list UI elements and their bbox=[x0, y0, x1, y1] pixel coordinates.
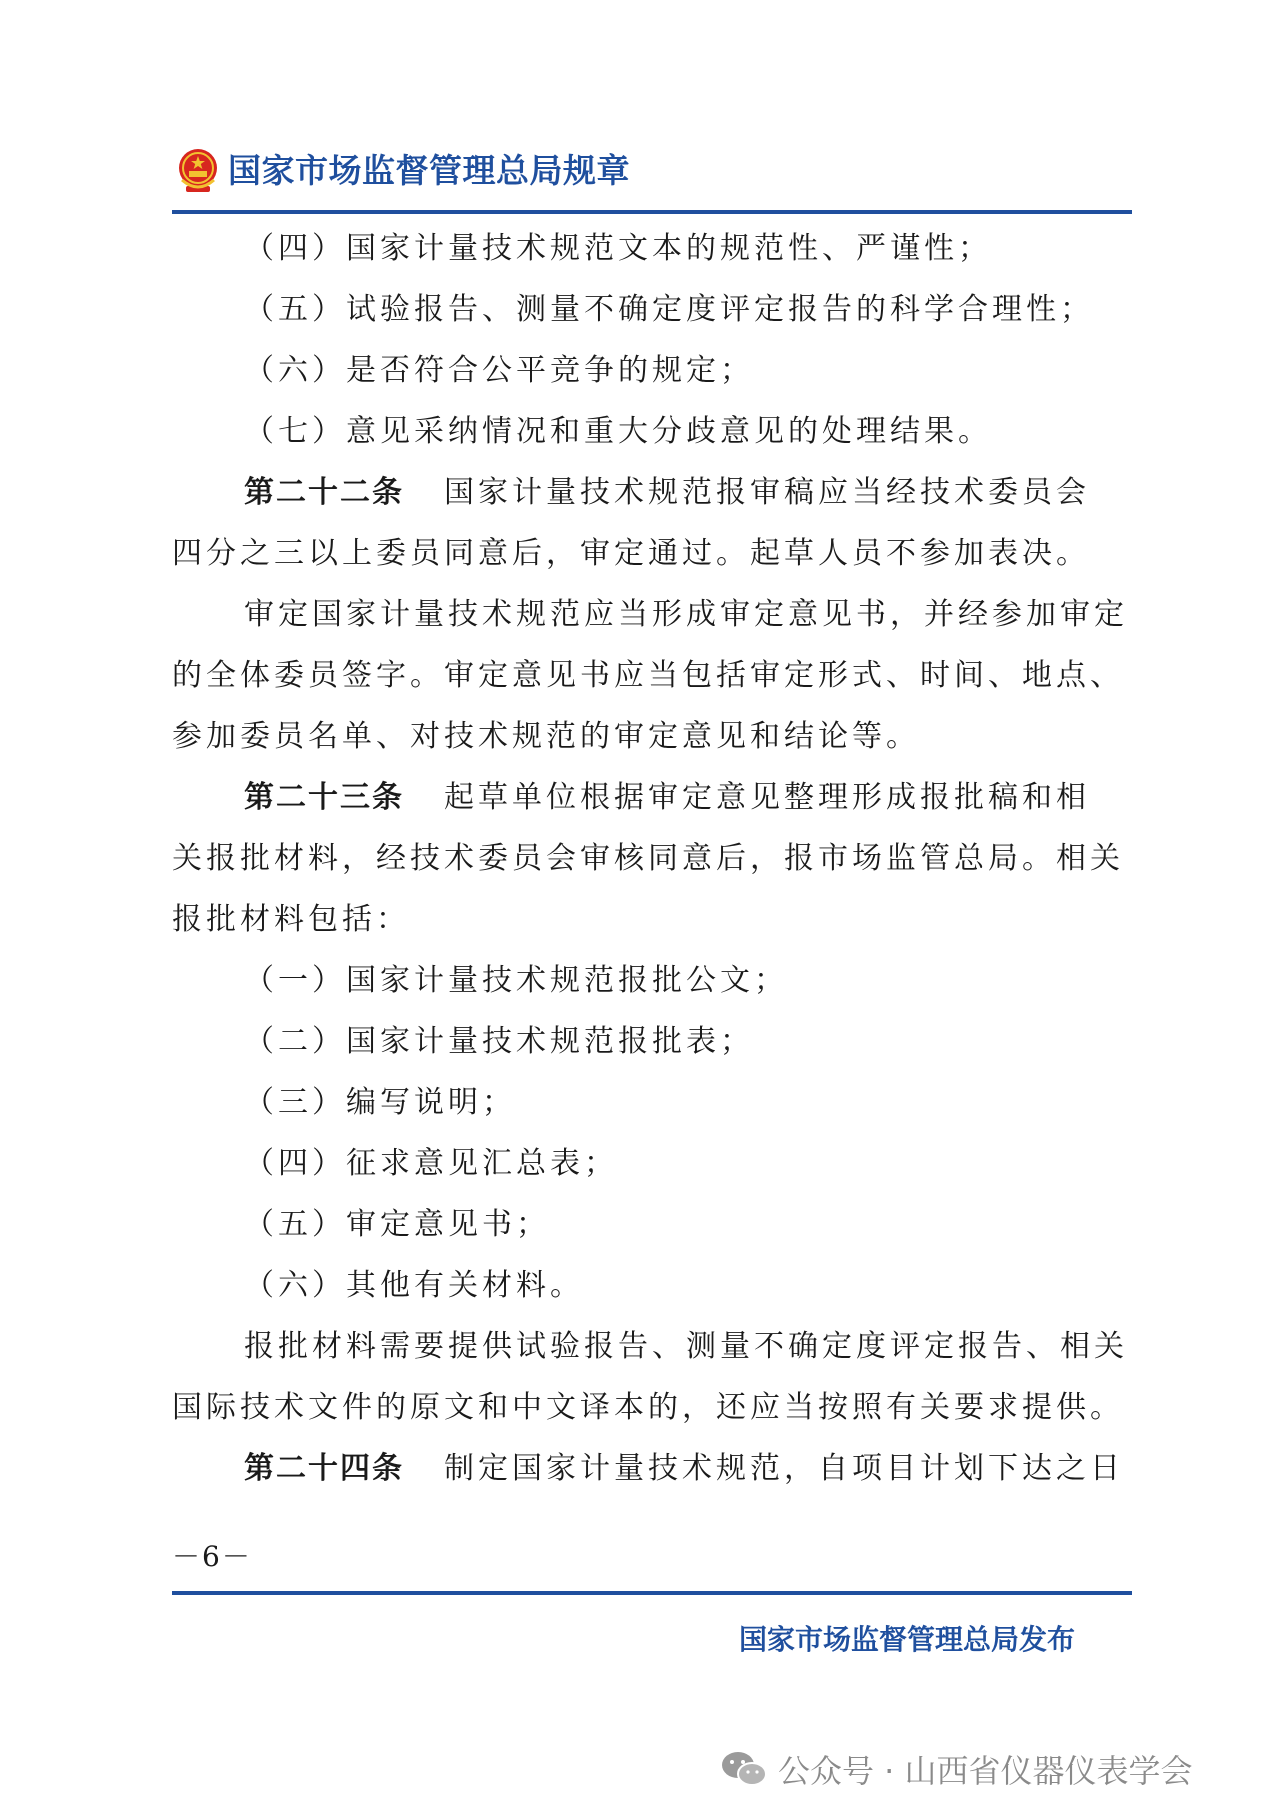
list-item: （一）国家计量技术规范报批公文； bbox=[244, 963, 788, 998]
list-item: （六）是否符合公平竞争的规定； bbox=[244, 353, 754, 388]
article-heading: 第二十二条 bbox=[244, 475, 404, 510]
header-divider bbox=[172, 210, 1132, 214]
paragraph-line: 报批材料需要提供试验报告、测量不确定度评定报告、相关 bbox=[244, 1329, 1128, 1364]
paragraph-line: 国际技术文件的原文和中文译本的，还应当按照有关要求提供。 bbox=[172, 1390, 1124, 1425]
article-text: 国家计量技术规范报审稿应当经技术委员会 bbox=[444, 475, 1090, 510]
list-item: （三）编写说明； bbox=[244, 1085, 516, 1120]
footer-publisher: 国家市场监督管理总局发布 bbox=[738, 1623, 1075, 1656]
paragraph-line: 四分之三以上委员同意后，审定通过。起草人员不参加表决。 bbox=[172, 536, 1090, 571]
paragraph-line: 关报批材料，经技术委员会审核同意后，报市场监管总局。相关 bbox=[172, 841, 1124, 876]
article-23-paragraph bbox=[172, 767, 1132, 828]
footer-divider bbox=[172, 1591, 1132, 1595]
list-item: （五）审定意见书； bbox=[244, 1207, 550, 1242]
list-item: （四）国家计量技术规范文本的规范性、严谨性； bbox=[244, 231, 992, 266]
watermark-text: 公众号 · 山西省仪器仪表学会 bbox=[778, 1752, 1193, 1790]
paragraph-line: 审定国家计量技术规范应当形成审定意见书，并经参加审定 bbox=[244, 597, 1128, 632]
article-heading: 第二十四条 bbox=[244, 1451, 404, 1486]
document-body bbox=[172, 218, 1132, 1499]
article-text: 起草单位根据审定意见整理形成报批稿和相 bbox=[444, 780, 1090, 815]
list-item: （二）国家计量技术规范报批表； bbox=[244, 1024, 754, 1059]
wechat-icon bbox=[720, 1749, 768, 1789]
paragraph-line: 报批材料包括： bbox=[172, 902, 410, 937]
national-emblem-icon bbox=[176, 148, 220, 194]
article-heading: 第二十三条 bbox=[244, 780, 404, 815]
list-item: （五）试验报告、测量不确定度评定报告的科学合理性； bbox=[244, 292, 1094, 327]
watermark bbox=[720, 1744, 1193, 1794]
page-number: －6－ bbox=[172, 1540, 252, 1573]
article-22-paragraph bbox=[172, 462, 1132, 523]
article-24-paragraph bbox=[172, 1438, 1132, 1499]
paragraph-line: 参加委员名单、对技术规范的审定意见和结论等。 bbox=[172, 719, 920, 754]
document-header bbox=[172, 142, 1132, 212]
paragraph-line: 的全体委员签字。审定意见书应当包括审定形式、时间、地点、 bbox=[172, 658, 1124, 693]
article-text: 制定国家计量技术规范，自项目计划下达之日 bbox=[444, 1451, 1124, 1486]
list-item: （七）意见采纳情况和重大分歧意见的处理结果。 bbox=[244, 414, 992, 449]
list-item: （四）征求意见汇总表； bbox=[244, 1146, 618, 1181]
header-title: 国家市场监督管理总局规章 bbox=[228, 151, 630, 190]
list-item: （六）其他有关材料。 bbox=[244, 1268, 584, 1303]
